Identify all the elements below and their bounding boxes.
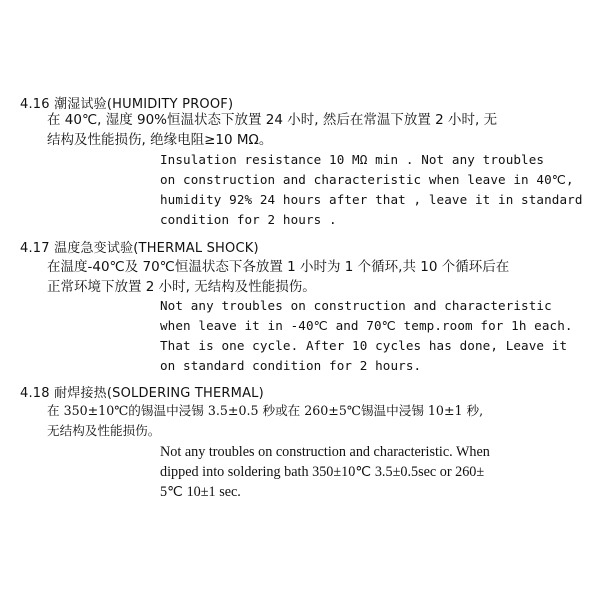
paragraph-line: condition for 2 hours . [160, 212, 337, 227]
paragraph-line: 结构及性能损伤, 绝缘电阻≥10 MΩ。 [47, 132, 273, 148]
paragraph-line: when leave it in -40℃ and 70℃ temp.room for 1h each. [160, 318, 573, 333]
paragraph-line: humidity 92% 24 hours after that , leave it in standard [160, 192, 583, 207]
paragraph-line: Insulation resistance 10 MΩ min . Not any troubles [160, 152, 545, 167]
chinese-paragraph [47, 257, 509, 297]
paragraph-line: Not any troubles on construction and characteristic. When [160, 444, 490, 460]
paragraph-line: 无结构及性能损伤。 [47, 423, 161, 438]
english-paragraph [160, 150, 583, 230]
paragraph-line: 在 350±10℃的锡温中浸锡 3.5±0.5 秒或在 260±5℃锡温中浸锡 10±1 秒, [47, 403, 484, 418]
chinese-paragraph [47, 401, 483, 441]
paragraph-line: 5℃ 10±1 sec. [160, 484, 241, 500]
paragraph-line: Not any troubles on construction and characteristic [160, 298, 552, 313]
paragraph-line: dipped into soldering bath 350±10℃ 3.5±0.5sec or 260± [160, 464, 485, 480]
english-paragraph [160, 296, 573, 376]
chinese-paragraph [47, 110, 497, 150]
paragraph-line: 在温度-40℃及 70℃恒温状态下各放置 1 小时为 1 个循环,共 10 个循环后在 [47, 259, 510, 275]
paragraph-line: on standard condition for 2 hours. [160, 358, 422, 373]
english-paragraph [160, 442, 490, 502]
paragraph-line: That is one cycle. After 10 cycles has done, Leave it [160, 338, 568, 353]
paragraph-line: 正常环境下放置 2 小时, 无结构及性能损伤。 [47, 279, 316, 295]
section-heading: 4.18 耐焊接热(SOLDERING THERMAL) [20, 386, 264, 401]
section-heading: 4.17 温度急变试验(THERMAL SHOCK) [20, 241, 259, 256]
section-heading: 4.16 潮湿试验(HUMIDITY PROOF) [20, 97, 234, 112]
paragraph-line: 在 40℃, 湿度 90%恒温状态下放置 24 小时, 然后在常温下放置 2 小时, 无 [47, 112, 498, 128]
paragraph-line: on construction and characteristic when leave in 40℃, [160, 172, 574, 187]
